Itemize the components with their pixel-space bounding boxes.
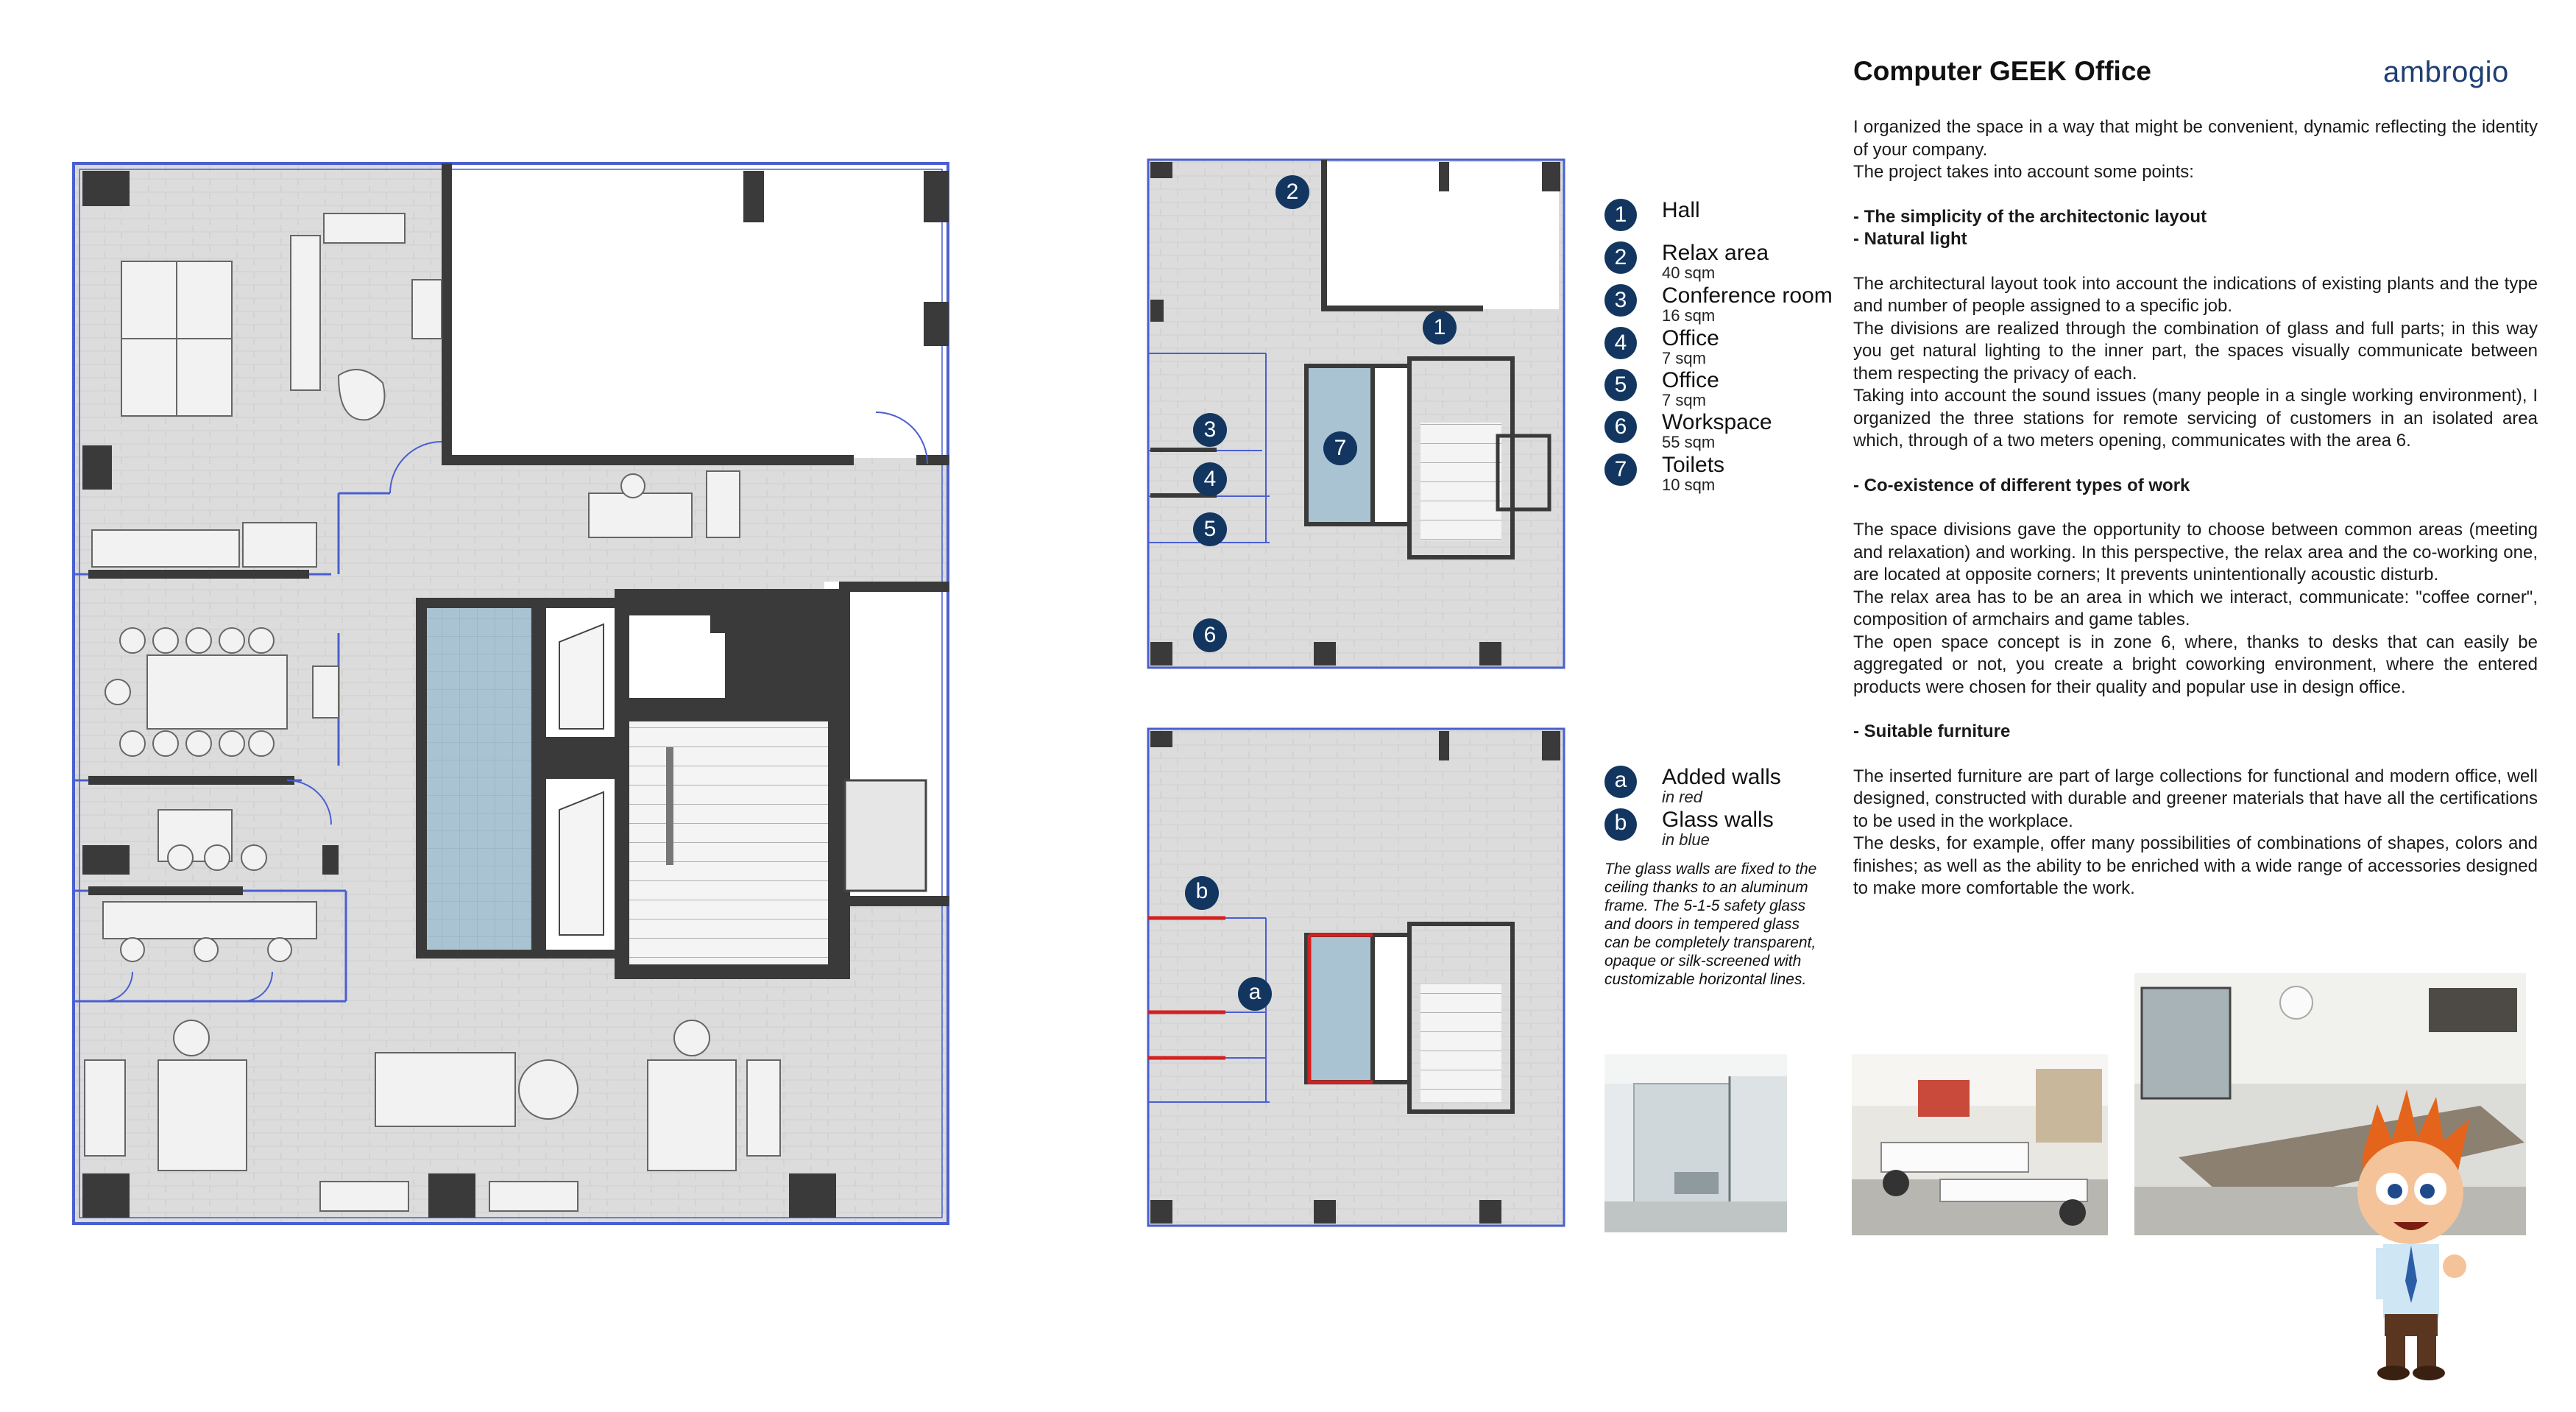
section-heading: - Co-existence of different types of work [1853,475,2190,495]
legend-note: in blue [1662,830,1710,849]
legend-number: 1 [1604,199,1637,231]
legend-zone-5 [1604,369,1847,413]
zone-marker-6: 6 [1193,618,1227,652]
paragraph: The architectural layout took into account the indications of existing plants and the type and number of people assigned to a specific job. [1853,273,2538,316]
legend-number: 3 [1604,284,1637,317]
paragraph: The divisions are realized through the combination of glass and full parts; in this way you get natural lighting to the inner part, the spaces visually communicate between them respecting the privacy of each. [1853,318,2538,384]
zone-marker-2: 2 [1275,175,1309,209]
legend-area: 55 sqm [1662,433,1716,451]
legend-label: Conference room [1662,283,1833,308]
legend-note: in red [1662,788,1703,806]
legend-label: Added walls [1662,765,1781,789]
legend-zone-3 [1604,284,1847,328]
walls-plan [1144,725,1571,1229]
legend-label: Workspace [1662,410,1772,434]
legend-number: 4 [1604,327,1637,359]
paragraph: The project takes into account some points: [1853,162,2194,182]
main-floor-plan [0,0,972,1266]
project-description [1853,116,2538,900]
legend-label: Glass walls [1662,808,1774,832]
legend-letter: a [1604,766,1637,798]
paragraph: The space divisions gave the opportunity to choose between common areas (meeting and relaxation) and working. In this perspective, the relax area and the co-working one, are located at opposite corners; It prevents unintentionally acoustic disturb. [1853,520,2538,585]
paragraph: The desks, for example, offer many possibilities of combinations of shapes, colors and finishes; as well as the ability to be enriched with a wide range of accessories designed to make more comfortable the work. [1853,833,2538,898]
glass-wall-photo [1604,1054,1787,1232]
section-heading: - Suitable furniture [1853,721,2011,741]
zone-marker-7: 7 [1323,431,1357,465]
glass-wall-note: The glass walls are fixed to the ceiling thanks to an aluminum frame. The 5-1-5 safety glass and doors in tempered glass can be completely transparent, opaque or silk-screened with customizable horizontal lines. [1604,861,1817,988]
section-heading: - The simplicity of the architectonic layout [1853,206,2207,227]
paragraph: The inserted furniture are part of large collections for functional and modern office, well designed, constructed with durable and greener materials that have all the certifications to be used in the workplace. [1853,766,2538,831]
paragraph: Taking into account the sound issues (many people in a single working environment), I organized the three stations for remote servicing of customers in an isolated area which, through of a two meters opening, communicates with the area 6. [1853,386,2538,451]
legend-zone-1 [1604,199,1847,243]
legend-zone-6 [1604,411,1847,455]
legend-number: 7 [1604,453,1637,486]
legend-area: 16 sqm [1662,306,1716,325]
brand-logo: ambrogio [2383,56,2509,88]
legend-area: 7 sqm [1662,391,1706,409]
legend-zone-2 [1604,241,1847,286]
zone-marker-4: 4 [1193,462,1227,496]
legend-wall-a [1604,766,1847,810]
paragraph: The open space concept is in zone 6, where, thanks to desks that can easily be aggregated or not, you create a bright coworking environment, where the entered products were chosen for their quality and popular use in design office. [1853,632,2538,697]
legend-label: Toilets [1662,453,1725,477]
wall-marker-a: a [1238,977,1272,1011]
legend-zone-7 [1604,453,1847,498]
legend-label: Office [1662,326,1719,350]
page-title: Computer GEEK Office [1853,56,2151,86]
paragraph: I organized the space in a way that might be convenient, dynamic reflecting the identity of your company. [1853,117,2538,160]
legend-label: Relax area [1662,241,1769,265]
zone-marker-5: 5 [1193,512,1227,546]
legend-number: 5 [1604,369,1637,401]
legend-area: 7 sqm [1662,349,1706,367]
zone-marker-3: 3 [1193,413,1227,447]
legend-area: 40 sqm [1662,264,1716,282]
legend-wall-b [1604,808,1847,853]
legend-letter: b [1604,808,1637,841]
geek-mascot [2348,1090,2473,1384]
paragraph: The relax area has to be an area in which we interact, communicate: "coffee corner", composition of armchairs and game tables. [1853,587,2538,629]
legend-label: Office [1662,368,1719,392]
legend-number: 2 [1604,241,1637,274]
legend-number: 6 [1604,411,1637,443]
section-heading: - Natural light [1853,229,1967,249]
open-office-photo [1852,1054,2108,1235]
zone-marker-1: 1 [1423,311,1457,345]
legend-label: Hall [1662,198,1700,222]
wall-marker-b: b [1185,876,1219,910]
legend-area: 10 sqm [1662,476,1716,494]
legend-zone-4 [1604,327,1847,371]
